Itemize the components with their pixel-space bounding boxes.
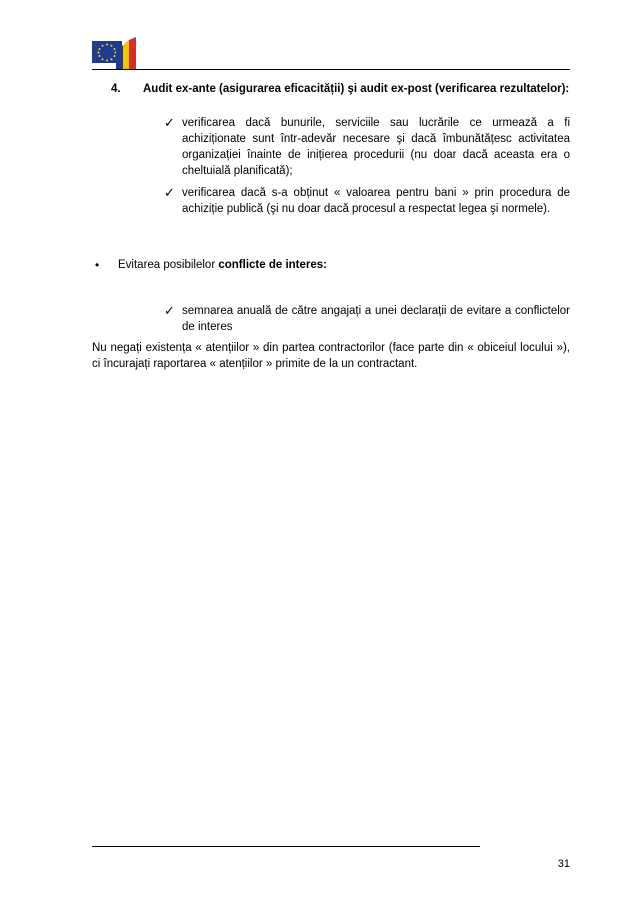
checkmark-icon: ✓ (164, 185, 175, 200)
header-rule (92, 69, 570, 70)
section-title: Audit ex-ante (asigurarea eficacității) şi audit ex-post (verificarea rezultatelor): (143, 83, 570, 95)
checkmark-icon: ✓ (164, 303, 175, 318)
bullet-text-bold: conflicte de interes: (218, 259, 327, 271)
check-item-text: verificarea dacă s-a obținut « valoarea pentru bani » prin procedura de achiziție publică (şi nu doar dacă procesul a respectat legea şi normele). (182, 187, 570, 215)
section-number: 4. (111, 83, 121, 95)
footer-rule (92, 846, 480, 847)
bullet-text-prefix: Evitarea posibilelor (118, 259, 219, 271)
bullet-icon: • (95, 258, 100, 272)
bullet-text (118, 257, 570, 273)
closing-paragraph: Nu negați existența « atențiilor » din partea contractorilor (face parte din « obiceiul locului »), ci încurajați raportarea « atențiilor » primite de la un contractant. (92, 342, 570, 370)
checkmark-icon: ✓ (164, 115, 175, 130)
check-item-text: verificarea dacă bunurile, serviciile sau lucrările ce urmează a fi achiziționate sunt într-adevăr necesare şi dacă îmbunătățesc activitatea organizației înainte de inițierea procedurii (nu doar dacă aceasta era o cheltuială planificată); (182, 117, 570, 177)
check-item-text: semnarea anuală de către angajați a unei declarații de evitare a conflictelor de interes (182, 305, 570, 333)
eu-romania-logo-icon (92, 37, 136, 72)
page-number: 31 (557, 858, 570, 870)
